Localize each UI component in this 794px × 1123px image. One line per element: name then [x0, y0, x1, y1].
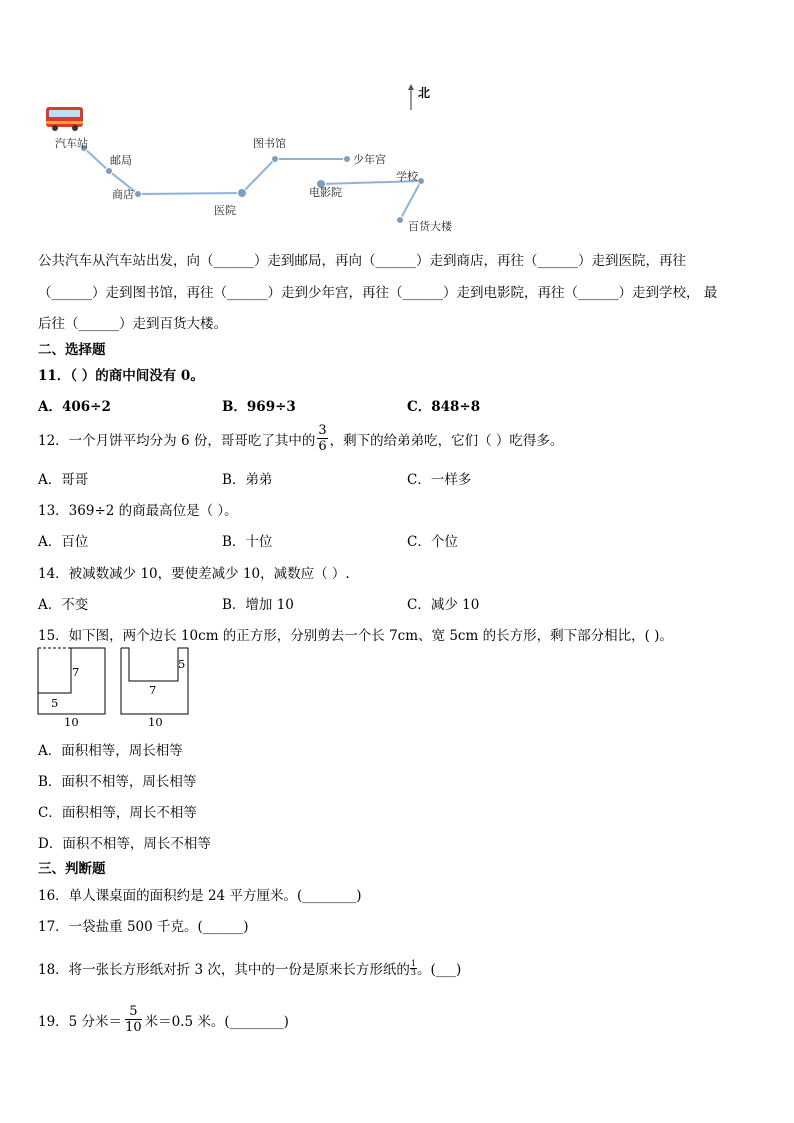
q10-line-1: 公共汽车从汽车站出发，向（______）走到邮局，再向（______）走到商店，再往（______）走到医院，再往: [38, 253, 686, 269]
q13-stem: 13．369÷2 的商最高位是（ ）。: [38, 503, 238, 519]
q12-option-a: A．哥哥: [38, 472, 89, 488]
q17-stem: 17．一袋盐重 500 千克。(______): [38, 919, 249, 935]
q11-option-a: A．406÷2: [38, 399, 111, 415]
q18-fraction-numerator: 1: [410, 958, 416, 968]
place-post-office: 邮局: [110, 154, 132, 167]
q15-option-c: C．面积相等，周长不相等: [38, 805, 197, 821]
q10-line-2: （______）走到图书馆，再往（______）走到少年宫，再往（______）走到电影院，再往（______）走到学校， 最: [38, 285, 718, 301]
q12-fraction-denominator: 6: [318, 439, 327, 454]
section-2-title: 二、选择题: [38, 342, 106, 358]
q15-option-a: A．面积相等，周长相等: [38, 743, 183, 759]
place-hospital: 医院: [214, 204, 236, 217]
place-school: 学校: [396, 170, 418, 183]
q15-figure-1-inner-label: 5: [51, 696, 59, 710]
q12-option-c: C．一样多: [407, 472, 472, 488]
q11-option-b: B．969÷3: [222, 399, 296, 415]
q13-option-c: C．个位: [407, 534, 458, 550]
q14-stem: 14．被减数减少 10，要使差减少 10，减数应（ ）.: [38, 566, 350, 582]
q15-figure-1: [36, 646, 110, 718]
q18-fraction: [410, 960, 417, 977]
place-bus-station: 汽车站: [55, 137, 88, 150]
q15-figure-1-bottom-label: 10: [64, 715, 79, 729]
north-arrow-head-icon: [408, 84, 414, 90]
q15-figure-2-side-label: 5: [178, 657, 186, 671]
q12-stem-after: ，剩下的给弟弟吃，它们（ ）吃得多。: [329, 432, 564, 449]
q12-option-b: B．弟弟: [222, 472, 273, 488]
q11-option-c: C．848÷8: [407, 399, 481, 415]
q15-stem: 15．如下图，两个边长 10cm 的正方形，分别剪去一个长 7cm、宽 5cm 的长方形，剩下部分相比，( )。: [38, 628, 673, 644]
q14-option-b: B．增加 10: [222, 597, 294, 613]
q18-stem-after: 。(___): [416, 962, 462, 978]
section-3-title: 三、判断题: [38, 861, 106, 877]
place-shop: 商店: [112, 188, 134, 201]
q16-stem: 16．单人课桌面的面积约是 24 平方厘米。(________): [38, 888, 362, 904]
place-department-store: 百货大楼: [408, 220, 452, 233]
q19-fraction-denominator: 10: [125, 1020, 142, 1035]
q19-fraction-numerator: 5: [125, 1004, 142, 1020]
q18-fraction-denominator: 3: [410, 967, 416, 977]
place-library: 图书馆: [253, 137, 286, 150]
bus-icon: [46, 107, 83, 131]
q12-fraction: [317, 423, 327, 454]
q15-figure-2-bottom-label: 10: [148, 715, 163, 729]
north-label: 北: [418, 86, 431, 100]
q19-stem-after: 米＝0.5 米。(________): [144, 1013, 289, 1030]
q11-stem: 11．（ ）的商中间没有 0。: [38, 368, 204, 384]
route-map: [0, 0, 794, 240]
place-youth-palace: 少年宫: [353, 153, 386, 166]
q15-figure-2-inner-label: 7: [149, 683, 157, 697]
q15-option-b: B．面积不相等，周长相等: [38, 774, 197, 790]
q10-line-3: 后往（______）走到百货大楼。: [38, 316, 227, 332]
q15-figure-1-side-label: 7: [72, 665, 80, 679]
place-cinema: 电影院: [309, 186, 342, 199]
q13-option-b: B．十位: [222, 534, 273, 550]
q19-stem-before: 19．5 分米＝: [38, 1013, 123, 1030]
q19-fraction: [125, 1004, 142, 1035]
q12-fraction-numerator: 3: [318, 423, 327, 438]
q14-option-a: A．不变: [38, 597, 89, 613]
q12-stem: [38, 423, 563, 454]
q18-stem: [38, 958, 461, 978]
q13-option-a: A．百位: [38, 534, 89, 550]
q18-stem-before: 18．将一张长方形纸对折 3 次，其中的一份是原来长方形纸的: [38, 962, 410, 978]
q19-stem: [38, 1004, 289, 1035]
q14-option-c: C．减少 10: [407, 597, 480, 613]
q15-option-d: D．面积不相等，周长不相等: [38, 836, 211, 852]
q12-stem-before: 12．一个月饼平均分为 6 份，哥哥吃了其中的: [38, 432, 316, 449]
